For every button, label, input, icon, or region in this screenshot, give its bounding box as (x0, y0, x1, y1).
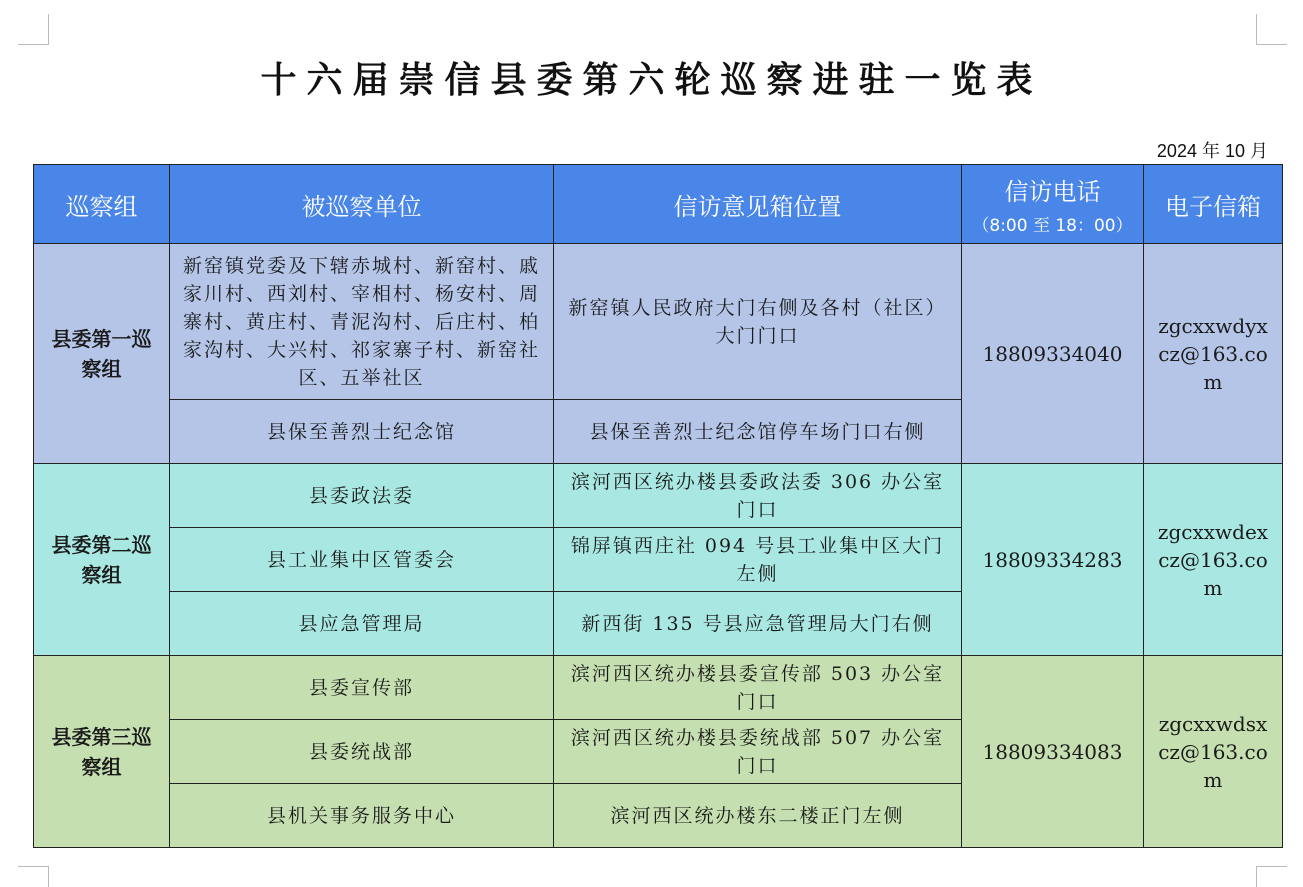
page-corner-mark (18, 866, 49, 887)
unit-cell: 县工业集中区管委会 (170, 528, 554, 592)
header-phone-label: 信访电话 (1004, 178, 1101, 206)
group-name: 县委第一巡察组 (34, 244, 170, 464)
table-row (34, 464, 1283, 528)
unit-cell: 县保至善烈士纪念馆 (170, 400, 554, 464)
page-corner-mark (18, 14, 49, 45)
email-cell: zgcxxwdyxcz@163.com (1144, 244, 1283, 464)
document-title: 十六届崇信县委第六轮巡察进驻一览表 (260, 59, 1043, 101)
header-unit: 被巡察单位 (170, 165, 554, 244)
location-cell: 新窑镇人民政府大门右侧及各村（社区）大门门口 (554, 244, 962, 400)
email-cell: zgcxxwdsxcz@163.com (1144, 656, 1283, 848)
unit-cell: 县机关事务服务中心 (170, 784, 554, 848)
location-cell: 县保至善烈士纪念馆停车场门口右侧 (554, 400, 962, 464)
header-phone (962, 165, 1144, 244)
table-row (34, 244, 1283, 400)
location-cell: 滨河西区统办楼县委政法委 306 办公室门口 (554, 464, 962, 528)
unit-cell: 县委统战部 (170, 720, 554, 784)
document-date: 2024 年 10 月 (1156, 141, 1268, 161)
phone-cell: 18809334283 (962, 464, 1144, 656)
location-cell: 滨河西区统办楼县委统战部 507 办公室门口 (554, 720, 962, 784)
table-header-row (34, 165, 1283, 244)
group-name: 县委第二巡察组 (34, 464, 170, 656)
group-name: 县委第三巡察组 (34, 656, 170, 848)
location-cell: 滨河西区统办楼县委宣传部 503 办公室门口 (554, 656, 962, 720)
unit-cell: 县委政法委 (170, 464, 554, 528)
header-email: 电子信箱 (1144, 165, 1283, 244)
location-cell: 滨河西区统办楼东二楼正门左侧 (554, 784, 962, 848)
location-cell: 新西街 135 号县应急管理局大门右侧 (554, 592, 962, 656)
header-group: 巡察组 (34, 165, 170, 244)
phone-cell: 18809334040 (962, 244, 1144, 464)
unit-cell: 县委宣传部 (170, 656, 554, 720)
unit-cell: 新窑镇党委及下辖赤城村、新窑村、戚家川村、西刘村、宰相村、杨安村、周寨村、黄庄村、青泥沟村、后庄村、柏家沟村、大兴村、祁家寨子村、新窑社区、五举社区 (170, 244, 554, 400)
header-phone-hours: （8:00 至 18：00） (972, 216, 1133, 236)
inspection-table (33, 164, 1283, 848)
unit-cell: 县应急管理局 (170, 592, 554, 656)
email-cell: zgcxxwdexcz@163.com (1144, 464, 1283, 656)
page-corner-mark (1256, 866, 1287, 887)
header-location: 信访意见箱位置 (554, 165, 962, 244)
location-cell: 锦屏镇西庄社 094 号县工业集中区大门左侧 (554, 528, 962, 592)
page-corner-mark (1256, 14, 1287, 45)
phone-cell: 18809334083 (962, 656, 1144, 848)
table-row (34, 656, 1283, 720)
